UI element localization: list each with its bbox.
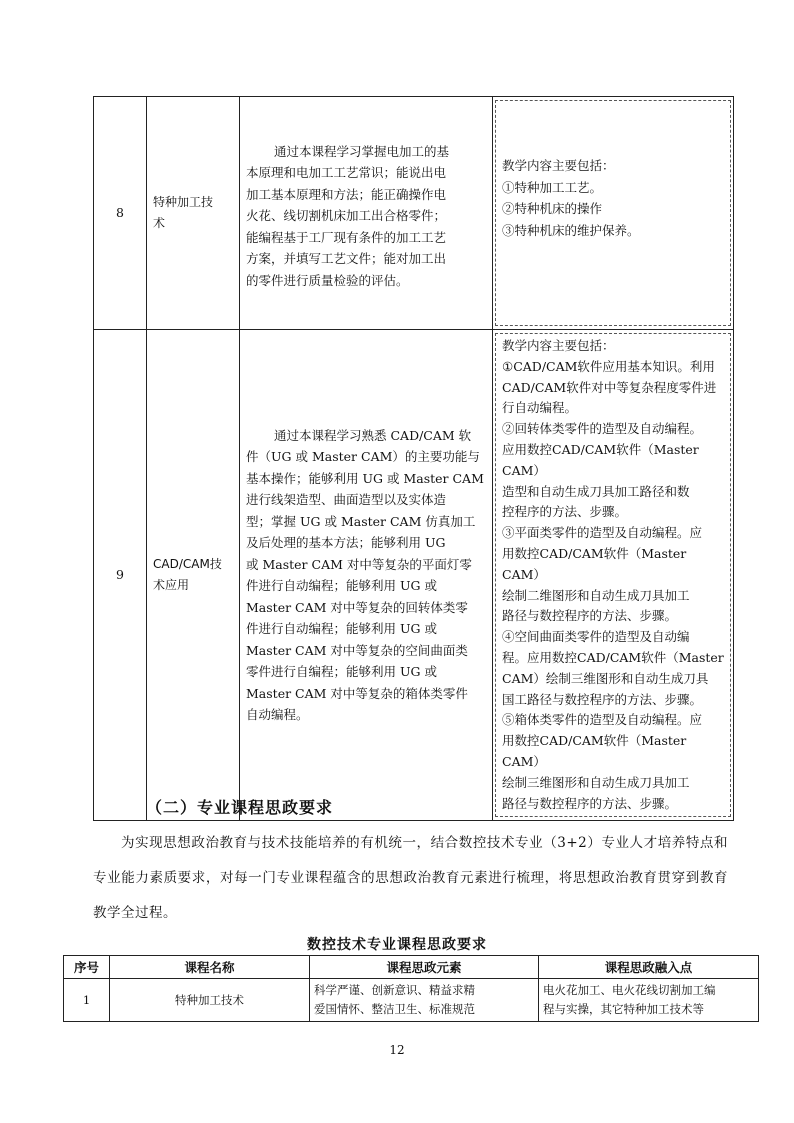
text-line: Master CAM 对中等复杂的空间曲面类: [246, 642, 468, 658]
text-line: CAM）绘制三维图形和自动生成刀具: [502, 670, 709, 686]
text-line: ⑤箱体类零件的造型及自动编程。应: [502, 712, 703, 728]
text-line: 进行线架造型、曲面造型以及实体造: [246, 492, 447, 508]
text-line: 教学内容主要包括：: [502, 338, 615, 353]
text-line: 路径与数控程序的方法、步骤。: [502, 795, 678, 811]
section-heading: （二）专业课程思政要求: [146, 798, 334, 817]
course-name: [147, 97, 240, 330]
text-line: 用数控CAD/CAM软件（Master CAM）: [502, 545, 687, 582]
text-line: ②特种机床的操作: [502, 201, 603, 216]
column-header: 课程名称: [110, 956, 310, 979]
course-goal: [240, 97, 493, 330]
text-line: 程与实操，其它特种加工技术等: [543, 1002, 704, 1016]
text-line: 件进行自动编程；能够利用 UG 或: [246, 578, 437, 594]
text-line: 术: [153, 216, 166, 230]
text-line: 控程序的方法、步骤。: [502, 504, 628, 520]
row-number: 9: [94, 330, 147, 821]
table-row: [64, 979, 759, 1022]
text-line: 能编程基于工厂现有条件的加工工艺: [246, 229, 447, 245]
text-line: 通过本课程学习熟悉 CAD/CAM 软: [274, 427, 472, 443]
column-header: 课程思政融入点: [539, 956, 759, 979]
text-line: 应用数控CAD/CAM软件（Master CAM）: [502, 441, 699, 478]
text-line: 绘制三维图形和自动生成刀具加工: [502, 774, 690, 790]
ideology-table: [63, 955, 759, 1022]
text-line: ④空间曲面类零件的造型及自动编: [502, 629, 690, 645]
course-goal: [240, 330, 493, 821]
text-line: 方案，并填写工艺文件；能对加工出: [246, 251, 447, 267]
text-line: ③平面类零件的造型及自动编程。应: [502, 525, 703, 541]
course-name: 特种加工技术: [110, 979, 310, 1022]
ideology-elements: [310, 979, 539, 1022]
text-line: 火花、线切割机床加工出合格零件；: [246, 208, 447, 224]
text-line: 教学内容主要包括：: [502, 158, 615, 173]
text-line: 爱国情怀、整洁卫生、标准规范: [314, 1002, 475, 1016]
text-line: 国工路径与数控程序的方法、步骤。: [502, 691, 703, 707]
integration-points: [539, 979, 759, 1022]
text-line: 件进行自动编程；能够利用 UG 或: [246, 621, 437, 637]
text-line: ③特种机床的维护保养。: [502, 222, 640, 238]
text-line: 术应用: [153, 578, 190, 593]
text-line: 科学严谨、创新意识、精益求精: [314, 983, 475, 997]
text-line: 行自动编程。: [502, 400, 578, 416]
text-line: 路径与数控程序的方法、步骤。: [502, 608, 678, 624]
text-line: 绘制二维图形和自动生成刀具加工: [502, 587, 690, 603]
row-number: 8: [94, 97, 147, 330]
text-line: ②回转体类零件的造型及自动编程。: [502, 421, 703, 437]
row-number: 1: [64, 979, 110, 1022]
section-paragraph: 为实现思想政治教育与技术技能培养的有机统一，结合数控技术专业（3+2）专业人才培养特点和专业能力素质要求，对每一门专业课程蕴含的思想政治教育元素进行梳理，将思想政治教育贯穿到教育教学全过程。: [93, 835, 728, 921]
text-line: 程。应用数控CAD/CAM软件（Master: [502, 649, 724, 665]
text-line: 加工基本原理和方法；能正确操作电: [246, 186, 447, 202]
text-line: CAD/CAM软件对中等复杂程度零件进: [502, 379, 717, 395]
text-line: 造型和自动生成刀具加工路径和数: [502, 483, 690, 499]
text-line: 的零件进行质量检验的评估。: [246, 272, 409, 288]
text-line: 及后处理的基本方法；能够利用 UG: [246, 535, 446, 551]
column-header: 课程思政元素: [310, 956, 539, 979]
text-line: 件（UG 或 Master CAM）的主要功能与: [246, 449, 480, 465]
text-line: 电火花加工、电火花线切割加工编: [543, 983, 716, 997]
text-line: 型；掌握 UG 或 Master CAM 仿真加工: [246, 513, 476, 529]
text-line: 用数控CAD/CAM软件（Master CAM）: [502, 733, 687, 769]
text-line: 本原理和电加工工艺常识；能说出电: [246, 165, 447, 181]
course-content: [493, 330, 734, 821]
page-number: 12: [389, 1043, 405, 1057]
text-line: 基本操作；能够利用 UG 或 Master CAM: [246, 470, 484, 486]
text-line: ①CAD/CAM软件应用基本知识。利用: [502, 358, 715, 374]
text-line: Master CAM 对中等复杂的箱体类零件: [246, 685, 468, 701]
course-name: [147, 330, 240, 821]
course-table: [93, 96, 734, 821]
text-line: 特种加工技: [153, 194, 214, 209]
text-line: CAD/CAM技: [153, 556, 222, 571]
text-line: 通过本课程学习掌握电加工的基: [274, 143, 450, 159]
text-line: ①特种加工工艺。: [502, 179, 603, 195]
table-row: [94, 97, 734, 330]
text-line: 或 Master CAM 对中等复杂的平面灯零: [246, 556, 472, 572]
text-line: 零件进行自编程；能够利用 UG 或: [246, 664, 437, 680]
text-line: Master CAM 对中等复杂的回转体类零: [246, 599, 468, 615]
course-content: [493, 97, 734, 330]
table-row: [94, 330, 734, 821]
text-line: 自动编程。: [246, 707, 309, 723]
table-caption: 数控技术专业课程思政要求: [307, 937, 487, 953]
column-header: 序号: [64, 956, 110, 979]
table-header-row: [64, 956, 759, 979]
